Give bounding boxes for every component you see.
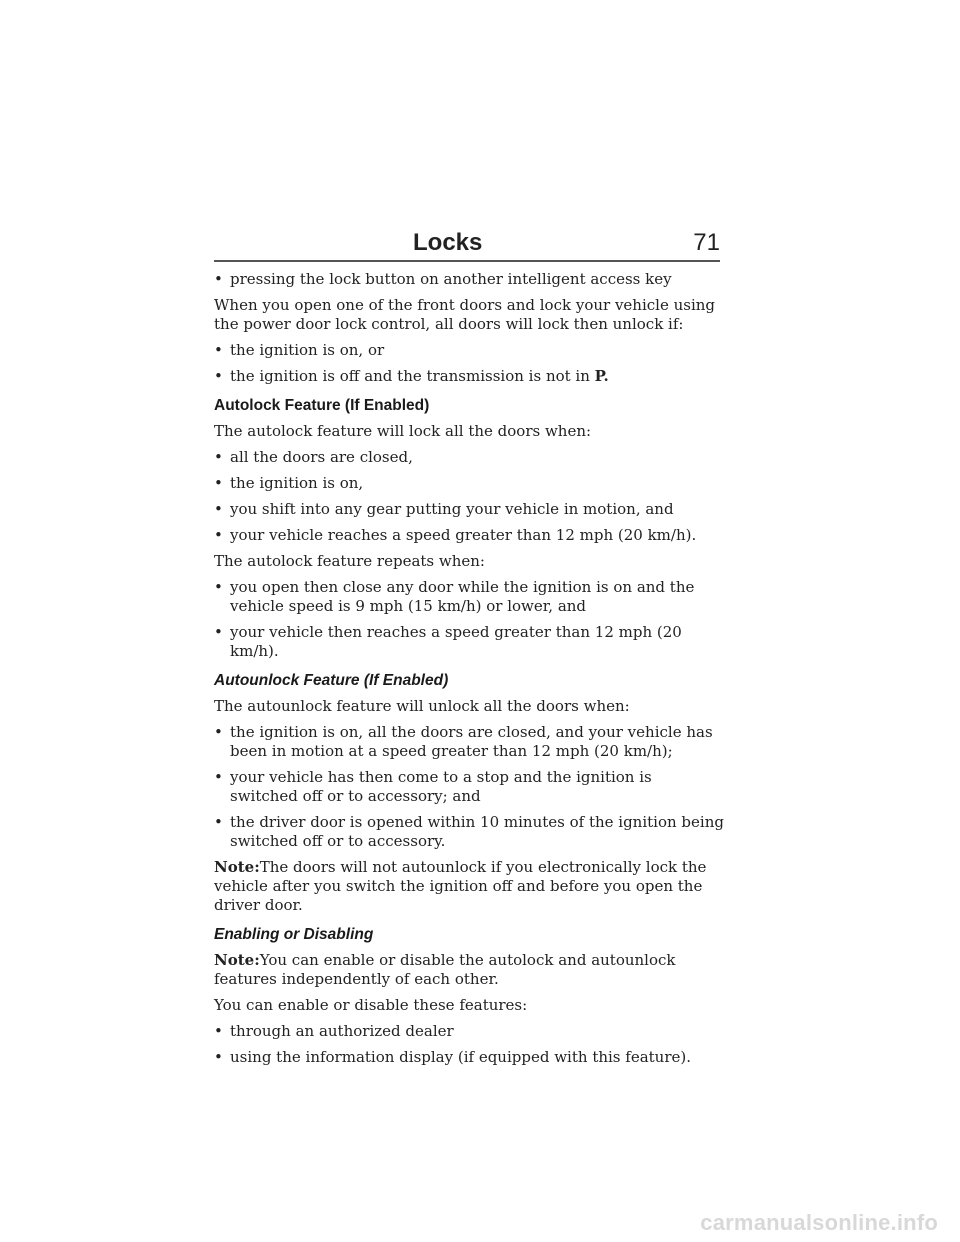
bullet-item (214, 578, 724, 616)
bullet-text: your vehicle reaches a speed greater than 12 mph (20 km/h). (230, 526, 697, 544)
bullet-text: your vehicle then reaches a speed greater than 12 mph (20 km/h). (230, 623, 682, 660)
bullet-icon: • (214, 768, 223, 786)
bullet-text: using the information display (if equipped with this feature). (230, 1048, 691, 1066)
bullet-text: the ignition is on, (230, 474, 364, 492)
bullet-icon: • (214, 341, 223, 359)
note-text: The doors will not autounlock if you electronically lock the vehicle after you switch the ignition off and before you open the driver door. (214, 858, 707, 914)
bullet-text: through an authorized dealer (230, 1022, 454, 1040)
bullet-item (214, 474, 724, 493)
bullet-icon: • (214, 448, 223, 466)
bullet-item (214, 623, 724, 661)
bullet-icon: • (214, 474, 223, 492)
bullet-text: all the doors are closed, (230, 448, 413, 466)
bullet-item (214, 1048, 724, 1067)
bullet-text: the ignition is on, all the doors are closed, and your vehicle has been in motion at a speed greater than 12 mph (20 km/h); (230, 723, 713, 760)
paragraph: The autolock feature repeats when: (214, 552, 485, 570)
note-label: Note: (214, 858, 260, 876)
paragraph: You can enable or disable these features: (214, 996, 528, 1014)
bullet-item (214, 341, 724, 360)
bullet-icon: • (214, 578, 223, 596)
bullet-text: the ignition is off and the transmission is not in (230, 367, 595, 385)
bullet-icon: • (214, 723, 223, 741)
bullet-item (214, 526, 724, 545)
bullet-icon: • (214, 1048, 223, 1066)
bullet-icon: • (214, 367, 223, 385)
bullet-icon: • (214, 270, 223, 288)
bullet-item (214, 1022, 724, 1041)
section-heading-autolock: Autolock Feature (If Enabled) (214, 397, 430, 414)
page-header (214, 226, 720, 262)
bullet-icon: • (214, 500, 223, 518)
section-heading-autounlock: Autounlock Feature (If Enabled) (214, 672, 449, 689)
note-label: Note: (214, 951, 260, 969)
paragraph: The autounlock feature will unlock all the doors when: (214, 697, 630, 715)
bullet-text: the driver door is opened within 10 minutes of the ignition being switched off or to accessory. (230, 813, 724, 850)
bullet-icon: • (214, 623, 223, 641)
bullet-item (214, 813, 724, 851)
bullet-text: you shift into any gear putting your vehicle in motion, and (230, 500, 674, 518)
bullet-text: you open then close any door while the ignition is on and the vehicle speed is 9 mph (15 km/h) or lower, and (230, 578, 695, 615)
bullet-text: the ignition is on, or (230, 341, 385, 359)
bullet-item (214, 367, 724, 386)
note (214, 951, 724, 989)
bullet-icon: • (214, 526, 223, 544)
bullet-icon: • (214, 1022, 223, 1040)
paragraph: When you open one of the front doors and lock your vehicle using the power door lock control, all doors will lock then unlock if: (214, 296, 716, 333)
bullet-item (214, 723, 724, 761)
bullet-text: your vehicle has then come to a stop and the ignition is switched off or to accessory; and (230, 768, 652, 805)
section-title: Locks (413, 229, 483, 256)
note-text: You can enable or disable the autolock and autounlock features independently of each other. (214, 951, 676, 988)
note (214, 858, 724, 915)
bullet-item (214, 270, 724, 289)
gear-park-label: P. (594, 367, 609, 385)
section-heading-enabling: Enabling or Disabling (214, 926, 374, 943)
bullet-icon: • (214, 813, 223, 831)
bullet-item (214, 500, 724, 519)
watermark: carmanualsonline.info (700, 1210, 938, 1235)
paragraph: The autolock feature will lock all the doors when: (214, 422, 592, 440)
page-number: 71 (693, 229, 720, 256)
bullet-item (214, 768, 724, 806)
bullet-text: pressing the lock button on another intelligent access key (230, 270, 672, 288)
bullet-item (214, 448, 724, 467)
page-content (214, 270, 724, 1074)
